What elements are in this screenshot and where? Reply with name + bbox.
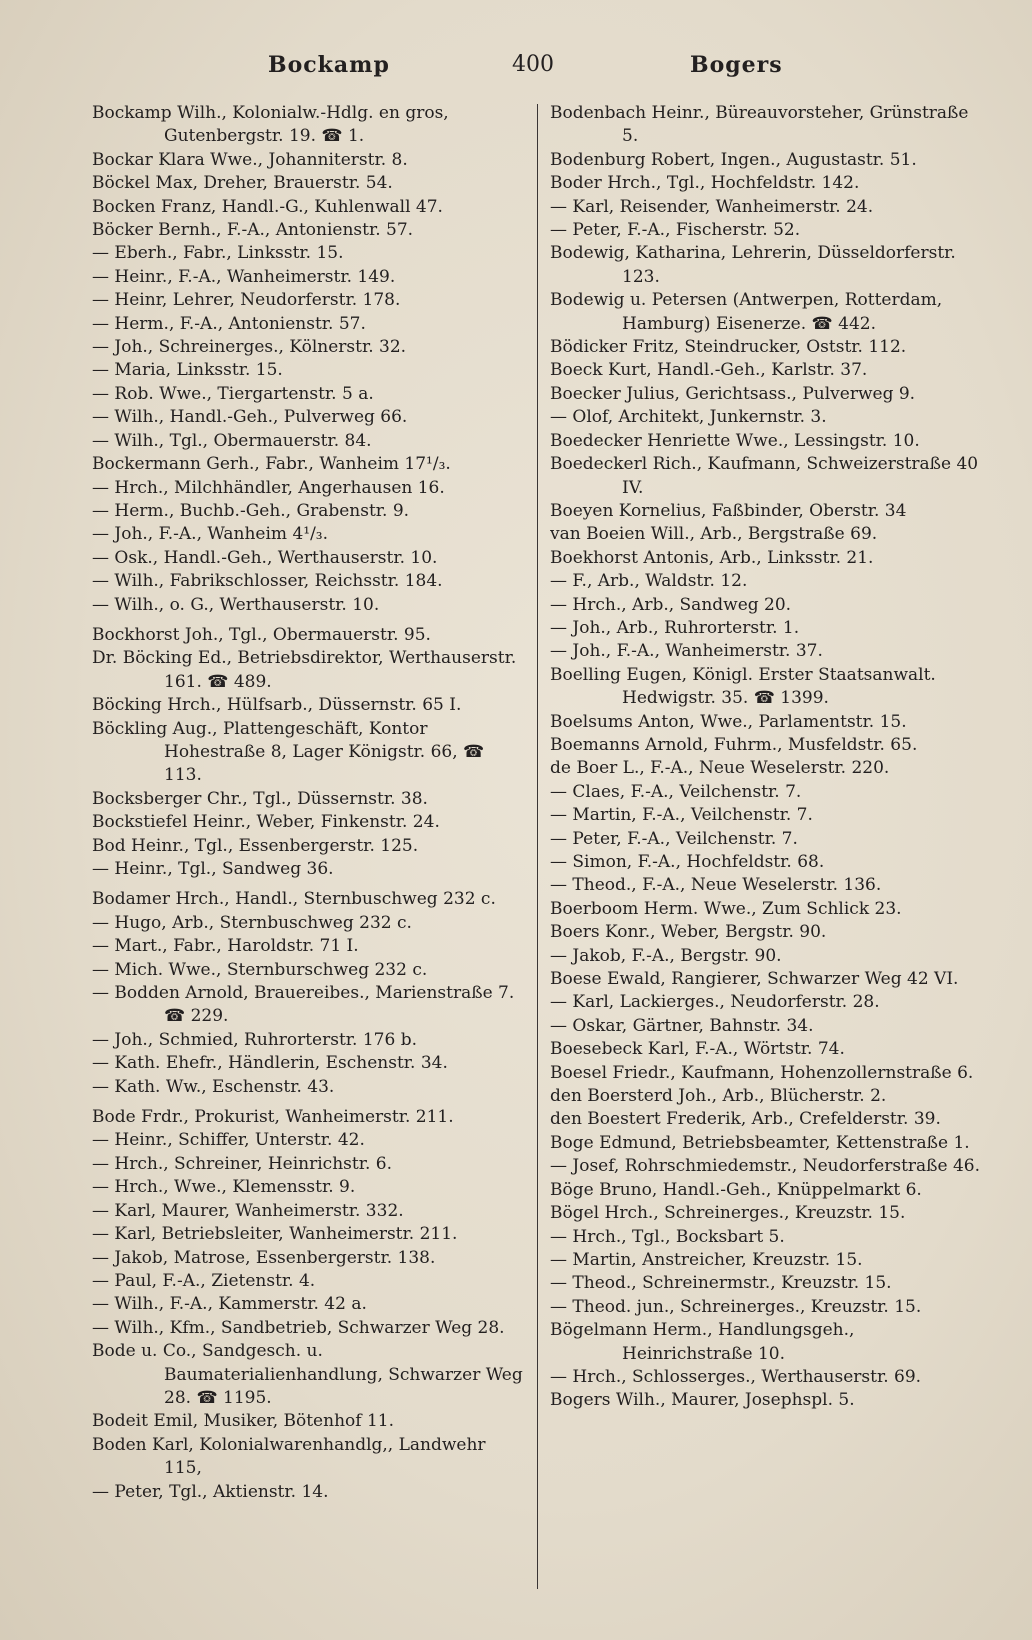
directory-entry: — Peter, F.-A., Veilchenstr. 7. (550, 828, 798, 849)
directory-entry: — Paul, F.-A., Zietenstr. 4. (92, 1270, 316, 1291)
directory-entry: — Kath. Ehefr., Händlerin, Eschenstr. 34. (92, 1053, 448, 1074)
directory-entry: Bögelmann Herm., Handlungsgeh., Heinrichstraße 10. (550, 1320, 855, 1364)
directory-entry: — Jakob, Matrose, Essenbergerstr. 138. (92, 1247, 436, 1268)
directory-entry: Boelling Eugen, Königl. Erster Staatsanwalt. Hedwigstr. 35. ☎ 1399. (550, 664, 936, 709)
directory-entry: Boden Karl, Kolonialwarenhandlg,, Landwehr 115, (92, 1434, 486, 1479)
directory-entry: Bögel Hrch., Schreinerges., Kreuzstr. 15. (550, 1203, 906, 1224)
directory-entry: — Hrch., Wwe., Klemensstr. 9. (92, 1177, 356, 1198)
directory-entry: Boers Konr., Weber, Bergstr. 90. (550, 922, 827, 943)
directory-entry: Boerboom Herm. Wwe., Zum Schlick 23. (550, 898, 902, 919)
directory-entry: Bodamer Hrch., Handl., Sternbuschweg 232 c. (92, 889, 496, 910)
directory-entry: — Heinr., Tgl., Sandweg 36. (92, 859, 334, 879)
directory-entry: — Herm., Buchb.-Geh., Grabenstr. 9. (92, 500, 410, 521)
directory-entry: Bode Frdr., Prokurist, Wanheimerstr. 211. (92, 1107, 454, 1128)
directory-entry: — Oskar, Gärtner, Bahnstr. 34. (550, 1015, 814, 1036)
directory-entry: — Olof, Architekt, Junkernstr. 3. (550, 407, 827, 428)
directory-entry: Bodewig u. Petersen (Antwerpen, Rotterdam, Hamburg) Eisenerze. ☎ 442. (550, 290, 943, 334)
directory-entry: — Rob. Wwe., Tiergartenstr. 5 a. (92, 383, 374, 404)
directory-entry: — Hrch., Arb., Sandweg 20. (550, 594, 792, 615)
directory-entry: Boeyen Kornelius, Faßbinder, Oberstr. 34 (550, 500, 907, 521)
directory-entry: — Osk., Handl.-Geh., Werthauserstr. 10. (92, 547, 438, 568)
directory-entry: — Peter, F.-A., Fischerstr. 52. (550, 220, 801, 241)
directory-entry: — Mich. Wwe., Sternburschweg 232 c. (92, 959, 428, 980)
column-divider (537, 104, 538, 1589)
directory-entry: — Hugo, Arb., Sternbuschweg 232 c. (92, 912, 412, 933)
directory-entry: Bod Heinr., Tgl., Essenbergerstr. 125. (92, 835, 419, 856)
directory-entry: — Karl, Maurer, Wanheimerstr. 332. (92, 1200, 404, 1221)
header-right-keyword: Bogers (690, 52, 783, 78)
directory-entry: Bogers Wilh., Maurer, Josephspl. 5. (550, 1390, 855, 1411)
directory-entry: — Joh., F.-A., Wanheim 4¹/₃. (92, 524, 329, 545)
directory-entry: Boedeckerl Rich., Kaufmann, Schweizerstraße 40 IV. (550, 454, 979, 498)
directory-entry: Boesel Friedr., Kaufmann, Hohenzollernstraße 6. (550, 1062, 974, 1083)
directory-entry: — Hrch., Tgl., Bocksbart 5. (550, 1226, 785, 1247)
directory-entry: Boemanns Arnold, Fuhrm., Musfeldstr. 65. (550, 734, 918, 755)
directory-entry: Boese Ewald, Rangierer, Schwarzer Weg 42 VI. (550, 969, 959, 990)
directory-entry: — Joh., Schreinerges., Kölnerstr. 32. (92, 337, 407, 358)
directory-entry: — Eberh., Fabr., Linksstr. 15. (92, 243, 344, 264)
directory-entry: — Heinr., Schiffer, Unterstr. 42. (92, 1130, 365, 1151)
directory-entry: Bode u. Co., Sandgesch. u. Baumaterialienhandlung, Schwarzer Weg 28. ☎ 1195. (92, 1341, 523, 1408)
directory-entry: Bockstiefel Heinr., Weber, Finkenstr. 24. (92, 812, 440, 833)
directory-entry: Böcker Bernh., F.-A., Antonienstr. 57. (92, 220, 414, 241)
directory-entry: Bodenburg Robert, Ingen., Augustastr. 51. (550, 149, 917, 170)
directory-entry: Boder Hrch., Tgl., Hochfeldstr. 142. (550, 173, 860, 194)
directory-entry: — Karl, Betriebsleiter, Wanheimerstr. 211. (92, 1224, 458, 1245)
directory-entry: — Claes, F.-A., Veilchenstr. 7. (550, 781, 802, 802)
directory-entry: — Heinr., F.-A., Wanheimerstr. 149. (92, 266, 396, 287)
directory-entry: Böckel Max, Dreher, Brauerstr. 54. (92, 173, 393, 194)
directory-entry: — Karl, Lackierges., Neudorferstr. 28. (550, 992, 880, 1013)
directory-entry: — Heinr, Lehrer, Neudorferstr. 178. (92, 290, 401, 311)
directory-entry: — Theod., Schreinermstr., Kreuzstr. 15. (550, 1273, 892, 1294)
directory-entry: Boekhorst Antonis, Arb., Linksstr. 21. (550, 547, 874, 568)
directory-entry: — Herm., F.-A., Antonienstr. 57. (92, 313, 366, 334)
directory-entry: Boeck Kurt, Handl.-Geh., Karlstr. 37. (550, 360, 868, 381)
directory-entry: Boedecker Henriette Wwe., Lessingstr. 10. (550, 430, 920, 451)
directory-entry: van Boeien Will., Arb., Bergstraße 69. (550, 524, 878, 545)
right-column (550, 102, 982, 1413)
directory-entry: Böckling Aug., Plattengeschäft, Kontor Hohestraße 8, Lager Königstr. 66, ☎ 113. (92, 718, 485, 786)
directory-entry: Bockar Klara Wwe., Johanniterstr. 8. (92, 149, 408, 170)
directory-entry: Bodeit Emil, Musiker, Bötenhof 11. (92, 1411, 394, 1432)
directory-entry: — Wilh., F.-A., Kammerstr. 42 a. (92, 1294, 367, 1315)
directory-entry: Böge Bruno, Handl.-Geh., Knüppelmarkt 6. (550, 1179, 922, 1200)
directory-entry: Boecker Julius, Gerichtsass., Pulverweg 9. (550, 383, 916, 404)
directory-entry: — Peter, Tgl., Aktienstr. 14. (92, 1481, 329, 1502)
directory-entry: Bockermann Gerh., Fabr., Wanheim 17¹/₃. (92, 454, 451, 475)
directory-entry: Dr. Böcking Ed., Betriebsdirektor, Werthauserstr. 161. ☎ 489. (92, 648, 517, 692)
directory-entry: Boge Edmund, Betriebsbeamter, Kettenstraße 1. (550, 1132, 970, 1153)
directory-entry: — Joh., Schmied, Ruhrorterstr. 176 b. (92, 1029, 418, 1050)
directory-entry: — Hrch., Schreiner, Heinrichstr. 6. (92, 1153, 392, 1174)
directory-entry: Boelsums Anton, Wwe., Parlamentstr. 15. (550, 711, 907, 732)
directory-entry: — Martin, F.-A., Veilchenstr. 7. (550, 805, 813, 826)
directory-entry: — Joh., Arb., Ruhrorterstr. 1. (550, 617, 800, 638)
directory-entry: — Wilh., Kfm., Sandbetrieb, Schwarzer Weg 28. (92, 1317, 505, 1338)
directory-entry: — Simon, F.-A., Hochfeldstr. 68. (550, 852, 825, 872)
directory-entry: Bödicker Fritz, Steindrucker, Oststr. 112. (550, 337, 907, 358)
directory-entry: — Theod., F.-A., Neue Weselerstr. 136. (550, 875, 882, 896)
directory-entry: Bodewig, Katharina, Lehrerin, Düsseldorferstr. 123. (550, 243, 956, 287)
directory-entry: — Wilh., o. G., Werthauserstr. 10. (92, 594, 380, 615)
directory-entry: den Boestert Frederik, Arb., Crefelderstr. 39. (550, 1109, 941, 1130)
directory-entry: Boesebeck Karl, F.-A., Wörtstr. 74. (550, 1039, 845, 1060)
left-column (92, 102, 524, 1504)
page-number: 400 (512, 52, 554, 77)
directory-entry: Böcking Hrch., Hülfsarb., Düssernstr. 65 I. (92, 695, 462, 716)
directory-entry: — Karl, Reisender, Wanheimerstr. 24. (550, 196, 874, 217)
directory-entry: den Boersterd Joh., Arb., Blücherstr. 2. (550, 1086, 887, 1107)
directory-entry: — Theod. jun., Schreinerges., Kreuzstr. 15. (550, 1296, 922, 1317)
directory-entry: — Mart., Fabr., Haroldstr. 71 I. (92, 936, 359, 957)
directory-entry: Bodenbach Heinr., Büreauvorsteher, Grünstraße 5. (550, 103, 969, 147)
directory-entry: — Joh., F.-A., Wanheimerstr. 37. (550, 641, 823, 662)
directory-entry: — Hrch., Schlosserges., Werthauserstr. 69. (550, 1366, 922, 1387)
directory-entry: — Jakob, F.-A., Bergstr. 90. (550, 945, 782, 966)
directory-entry: — F., Arb., Waldstr. 12. (550, 571, 748, 592)
directory-entry: Bocksberger Chr., Tgl., Düssernstr. 38. (92, 788, 428, 809)
directory-entry: — Bodden Arnold, Brauereibes., Marienstraße 7. ☎ 229. (92, 983, 515, 1027)
directory-entry: — Wilh., Fabrikschlosser, Reichsstr. 184. (92, 571, 443, 592)
directory-entry: — Maria, Linksstr. 15. (92, 360, 283, 381)
directory-entry: Bockamp Wilh., Kolonialw.-Hdlg. en gros, Gutenbergstr. 19. ☎ 1. (92, 103, 449, 147)
directory-entry: de Boer L., F.-A., Neue Weselerstr. 220. (550, 758, 890, 779)
directory-entry: — Kath. Ww., Eschenstr. 43. (92, 1076, 335, 1097)
header-left-keyword: Bockamp (268, 52, 390, 78)
directory-entry: — Wilh., Tgl., Obermauerstr. 84. (92, 430, 372, 451)
directory-entry: — Wilh., Handl.-Geh., Pulverweg 66. (92, 407, 408, 428)
directory-entry: Bocken Franz, Handl.-G., Kuhlenwall 47. (92, 196, 443, 217)
directory-entry: — Martin, Anstreicher, Kreuzstr. 15. (550, 1249, 863, 1270)
directory-entry: — Hrch., Milchhändler, Angerhausen 16. (92, 477, 445, 498)
directory-entry: — Josef, Rohrschmiedemstr., Neudorferstraße 46. (550, 1156, 981, 1177)
directory-entry: Bockhorst Joh., Tgl., Obermauerstr. 95. (92, 624, 431, 645)
page-header (0, 52, 1032, 88)
